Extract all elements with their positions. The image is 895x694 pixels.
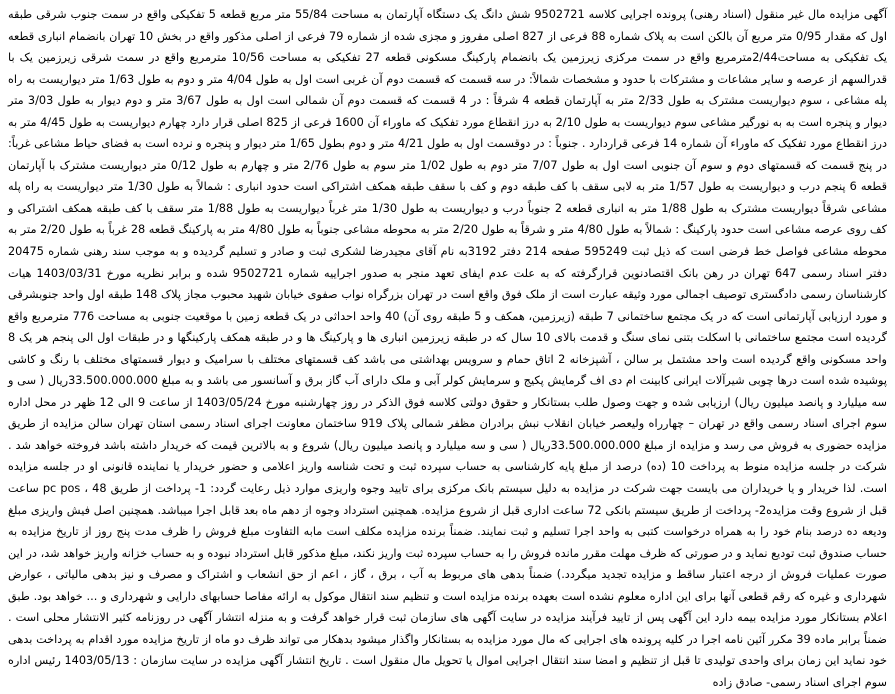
auction-notice-text: آگهی مزایده مال غیر منقول (اسناد رهنی) پرونده اجرایی کلاسه 9502721 شش دانگ یک دستگاه آپارتمان به مساحت 55/84 متر مربع قطعه 5 تفکیکی واقع در سمت جنوب شرقی طبقه اول که مقدار 0/95 متر مربع آن بالکن است به پلاک شماره 88 فرعی از 827 اصلی مفروز و مجزی شده از شماره 79 فرعی از اصلی مذکور واقع در بخش 10 تهران بانضمام انباری قطعه یک تفکیکی به مساحت2/44مترمربع واقع در سمت مرکزی زیرزمین یک بانضمام پارکینگ مسکونی قطعه 27 تفکیکی به مساحت 10/56 مترمربع واقع در سمت شرقی زیرزمین یک با قدرالسهم از عرصه و سایر مشاعات و مشترکات با حدود و مشخصات شمالاً: در سه قسمت که قسمت دوم آن غربی است اول به طول 4/04 متر و دوم به طول 1/63 متر دیواریست به راه پله مشاعی ، سوم دیواریست مشترک به طول 2/33 متر به آپارتمان قطعه 4 شرقاً : در 4 قسمت که قسمت دوم آن شمالی است اول به طول 3/67 متر و دوم دیوار به طول 3/03 متر دیوار و پنجره است به به نورگیر مشاعی سوم دیواریست به طول 2/10 به درز انقطاع مورد تفکیک که ماوراء آن 1600 فرعی از 825 اصلی قرار دارد چهارم دیواریست به طول 4/45 متر به درز انقطاع مورد تفکیک که ماوراء آن شماره 14 فرعی قراردارد . جنوباً : در دوقسمت اول به طول 4/21 متر و دوم بطول 1/65 متر دیوار و پنجره و نرده است به فضای حیاط مشاعی غرباً: در پنج قسمت که قسمتهای دوم و سوم آن جنوبی است اول به طول 7/07 متر دوم به طول 1/02 متر سوم به طول 2/76 متر و چهارم به طول 0/12 متر دیواریست مشترک با آپارتمان قطعه 6 پنجم درب و دیواریست به طول 1/57 متر به لابی سقف با کف طبقه دوم و کف با سقف طبقه همکف اشتراکی است حدود انباری : شمالاً به طول 1/30 متر دیواریست به راه پله مشاعی شرقاً دیواریست مشترک به طول 1/88 متر به انباری قطعه 2 جنوباً درب و دیواریست به طول 1/30 متر غرباً دیواریست به طول 1/88 متر سقف با کف طبقه همکف اشتراکی و کف روی عرصه مشاعی است حدود پارکینگ : شمالاً به طول 4/80 متر و شرقاً به طول 2/20 متر به محوطه مشاعی جنوباً به طول 4/80 متر به پارکینگ قطعه 28 غرباً به طول 2/20 متر به محوطه مشاعی فواصل خط فرضی است که ذیل ثبت 595249 صفحه 214 دفتر 3192به نام آقای مجیدرضا لشکری ثبت و صادر و تسلیم گردیده و به موجب سند رهنی شماره 20475 دفتر اسناد رسمی 647 تهران در رهن بانک اقتصادنوین قرارگرفته که به علت عدم ایفای تعهد منجر به صدور اجراییه شماره 9502721 شده و برابر نظریه مورخ 1403/03/31 هیات کارشناسان رسمی دادگستری توصیف اجمالی مورد وثیقه عبارت است از ملک فوق واقع است در تهران بزرگراه نواب صفوی خیابان شهید محبوب مجاز پلاک 148 طبقه اول واحد جنوبشرقی و مورد ارزیابی آپارتمانی است که در یک مجتمع ساختمانی 7 طبقه (زیرزمین، همکف و 5 طبقه روی آن) 40 واحد احداثی در یک قطعه زمین با موقعیت جنوبی به مساحت 776 مترمربع واقع گردیده است مجتمع ساختمانی با اسکلت بتنی نمای سنگ و قدمت بالای 10 سال که در طبقه زیرزمین انباری ها و پارکینگ ها و در طبقه همکف پارکینگها و در طبقات اول الی پنجم هر یک 8 واحد مسکونی واقع گردیده است واحد مشتمل بر سالن ، آشپزخانه 2 اتاق حمام و سرویس بهداشتی می باشد کف قسمتهای مختلف با سرامیک و دیوار قسمتهای مختلف با رنگ و کاشی پوشیده شده است درها چوبی شیرآلات ایرانی کابینت ام دی اف گرمایش پکیج و سرمایش کولر آبی و ملک دارای آب گاز برق و آسانسور می باشد و به مبلغ 33.500.000.000ریال ( سی و سه میلیارد و پانصد میلیون ریال) ارزیابی شده و جهت وصول طلب بستانکار و حقوق دولتی کلاسه فوق الذکر در روز چهارشنبه مورخ 1403/05/24 از ساعت 9 الی 12 ظهر در محل اداره سوم اجرای اسناد رسمی واقع در تهران – چهارراه ولیعصر خیابان انقلاب نبش برادران مظفر شمالی پلاک 919 ساختمان معاونت اجرای اسناد رسمی استان تهران سالن مزایده از طریق مزایده حضوری به فروش می رسد و مزایده از مبلغ 33.500.000.000ریال ( سی و سه میلیارد و پانصد میلیون ریال) شروع و به بالاترین قیمت که خریدار داشته باشد فروخته خواهد شد . شرکت در جلسه مزایده منوط به پرداخت 10 (ده) درصد از مبلغ پایه کارشناسی به حساب سپرده ثبت و تحت شناسه واریز اعلامی و حضور خریدار یا نماینده قانونی او در جلسه مزایده است. لذا خریدار و یا خریداران می بایست جهت شرکت در مزایده به دلیل سیستم بانک مرکزی برای تایید وجوه واریزی موارد ذیل رعایت گردد: 1- پرداخت از طریق pc pos ، 48 ساعت قبل از شروع وقت مزایده2- پرداخت از طریق سیستم بانکی 72 ساعت اداری قبل از شروع مزایده. همچنین استرداد وجوه از دهم ماه بعد قابل اجرا میباشد. همچنین اصل فیش واریزی مبلغ ودیعه ده درصد بنام خود را به همراه درخواست کتبی به واحد اجرا تسلیم و ثبت نمایند. ضمناً برنده مزایده مکلف است مابه التفاوت مبلغ فروش را ظرف مدت پنج روز از تاریخ مزایده به حساب صندوق ثبت تودیع نماید و در صورتی که ظرف مهلت مقرر مانده فروش را به حساب سپرده ثبت واریز نکند، مبلغ مذکور قابل استرداد نبوده و به حساب خزانه واریز خواهد شد، در این صورت عملیات فروش از درجه اعتبار ساقط و مزایده تجدید میگردد.) ضمناً بدهی های مربوط به آب ، برق ، گاز ، اعم از حق انشعاب و اشتراک و مصرف و نیز بدهی مالیاتی ، عوارض شهرداری و غیره که رقم قطعی آنها برای این اداره معلوم نشده است بعهده برنده مزایده است و تنظیم سند انتقال موکول به ارائه مفاصا حسابهای دارایی و شهرداری و ... خواهد بود. طبق اعلام بستانکار مورد مزایده بیمه دارد این آگهی پس از تایید فرآیند مزایده در سایت آگهی های سازمان ثبت قرار خواهد گرفت و به منزله انتشار آگهی در روزنامه کثیر الانتشار محلی است . ضمناً برابر ماده 39 مکرر آئین نامه اجرا در کلیه پرونده های اجرایی که مال مورد مزایده به بستانکار واگذار میشود بدهکار می تواند ظرف دو ماه از تاریخ مزایده مورد اقدام به پرداخت بدهی خود نماید این زمان برای واحدی تولیدی تا قبل از تنظیم و امضا سند انتقال اجرایی اموال یا تحویل مال منقول است . تاریخ انتشار آگهی مزایده در سایت سازمان : 1403/05/13 رئیس اداره سوم اجرای اسناد رسمی- صادق زاده: [8, 8, 888, 689]
